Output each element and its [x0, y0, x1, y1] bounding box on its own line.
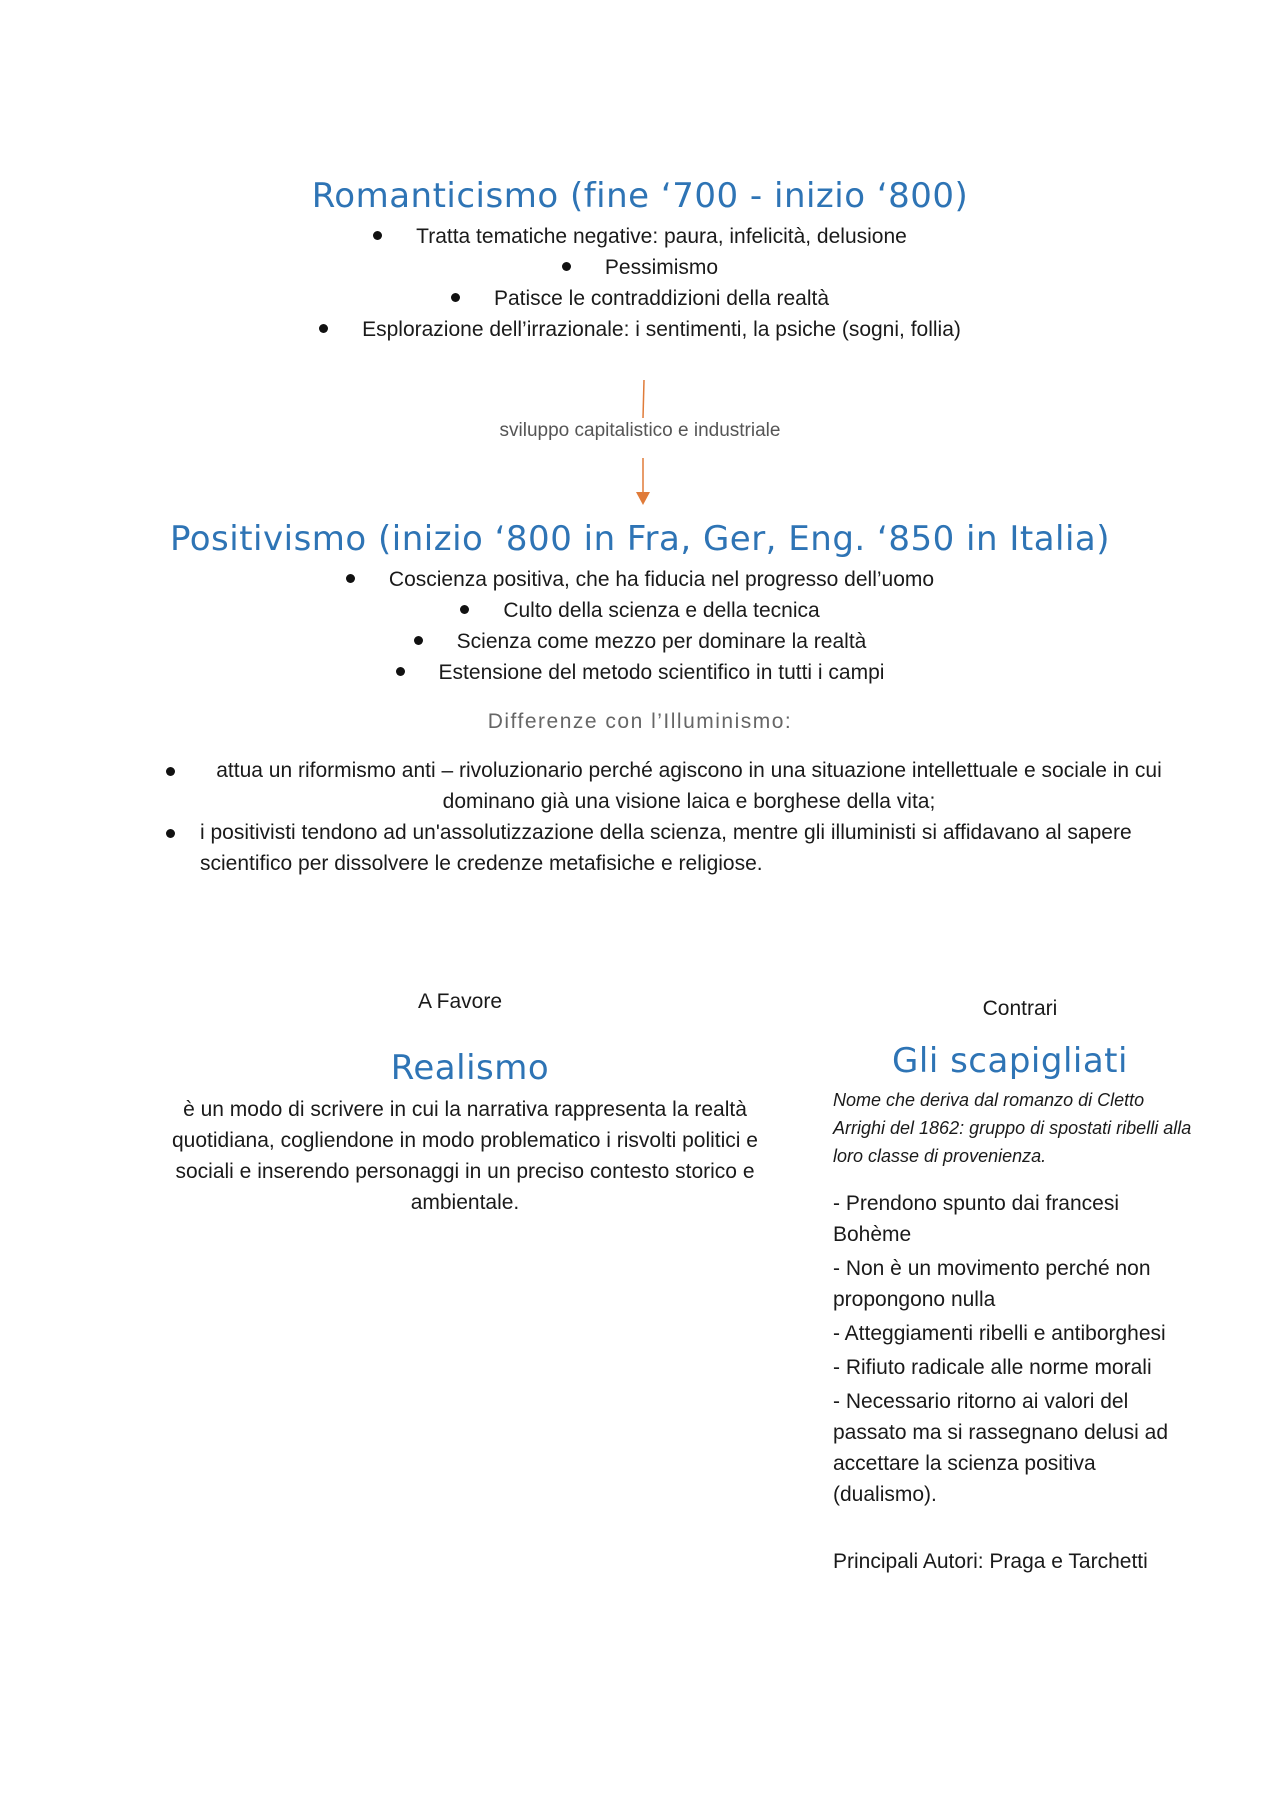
list-item: Estensione del metodo scientifico in tutti i campi	[0, 657, 1280, 688]
list-item: Esplorazione dell’irrazionale: i sentimenti, la psiche (sogni, follia)	[0, 314, 1280, 345]
list-item: Tratta tematiche negative: paura, infelicità, delusione	[0, 221, 1280, 252]
bullet-icon	[166, 829, 175, 838]
bullet-icon	[396, 667, 405, 676]
bullet-icon	[460, 605, 469, 614]
list-item: - Atteggiamenti ribelli e antiborghesi	[833, 1322, 1166, 1345]
bullet-icon	[166, 767, 175, 776]
list-item: Pessimismo	[0, 252, 1280, 283]
list-item: Coscienza positiva, che ha fiducia nel progresso dell’uomo	[0, 564, 1280, 595]
list-item: - Prendono spunto dai francesi Bohème	[833, 1192, 1120, 1246]
arrow-line-top	[643, 380, 644, 418]
positivismo-list	[0, 564, 1280, 688]
list-item: Patisce le contraddizioni della realtà	[0, 283, 1280, 314]
scapigliati-authors: Principali Autori: Praga e Tarchetti	[833, 1550, 1148, 1573]
romanticismo-title: Romanticismo (fine ‘700 - inizio ‘800)	[311, 176, 969, 216]
list-item: - Necessario ritorno ai valori del passato ma si rassegnano delusi ad accettare la scienza positiva (dualismo).	[833, 1390, 1169, 1506]
scapigliati-list	[833, 1188, 1203, 1513]
list-item: Scienza come mezzo per dominare la realtà	[0, 626, 1280, 657]
realismo-description: è un modo di scrivere in cui la narrativa rappresenta la realtà quotidiana, cogliendone in modo problematico i risvolti politici e sociali e inserendo personaggi in un preciso contesto storico e ambientale.	[171, 1098, 758, 1214]
bullet-icon	[346, 574, 355, 583]
arrow-head	[636, 492, 650, 505]
differences-list	[158, 755, 1178, 879]
list-item: - Non è un movimento perché non propongono nulla	[833, 1257, 1151, 1311]
positivismo-title: Positivismo (inizio ‘800 in Fra, Ger, Eng. ‘850 in Italia)	[169, 519, 1111, 559]
contrari-label: Contrari	[982, 997, 1058, 1020]
list-item: Culto della scienza e della tecnica	[0, 595, 1280, 626]
scapigliati-note: Nome che deriva dal romanzo di Cletto Arrighi del 1862: gruppo di spostati ribelli alla loro classe di provenienza.	[833, 1090, 1192, 1166]
scapigliati-title: Gli scapigliati	[892, 1041, 1128, 1081]
bullet-icon	[414, 636, 423, 645]
transition-arrow-icon	[0, 0, 1280, 520]
list-item: i positivisti tendono ad un'assolutizzazione della scienza, mentre gli illuministi si affidavano al sapere scientifico per dissolvere le credenze metafisiche e religiose.	[158, 817, 1178, 879]
list-item: attua un riformismo anti – rivoluzionario perché agiscono in una situazione intellettuale e sociale in cui dominano già una visione laica e borghese della vita;	[158, 755, 1178, 817]
list-item: - Rifiuto radicale alle norme morali	[833, 1356, 1152, 1379]
differences-title: Differenze con l’Illuminismo:	[487, 710, 793, 733]
favore-label: A Favore	[417, 990, 503, 1013]
transition-label: sviluppo capitalistico e industriale	[499, 420, 781, 441]
realismo-title: Realismo	[390, 1048, 550, 1088]
